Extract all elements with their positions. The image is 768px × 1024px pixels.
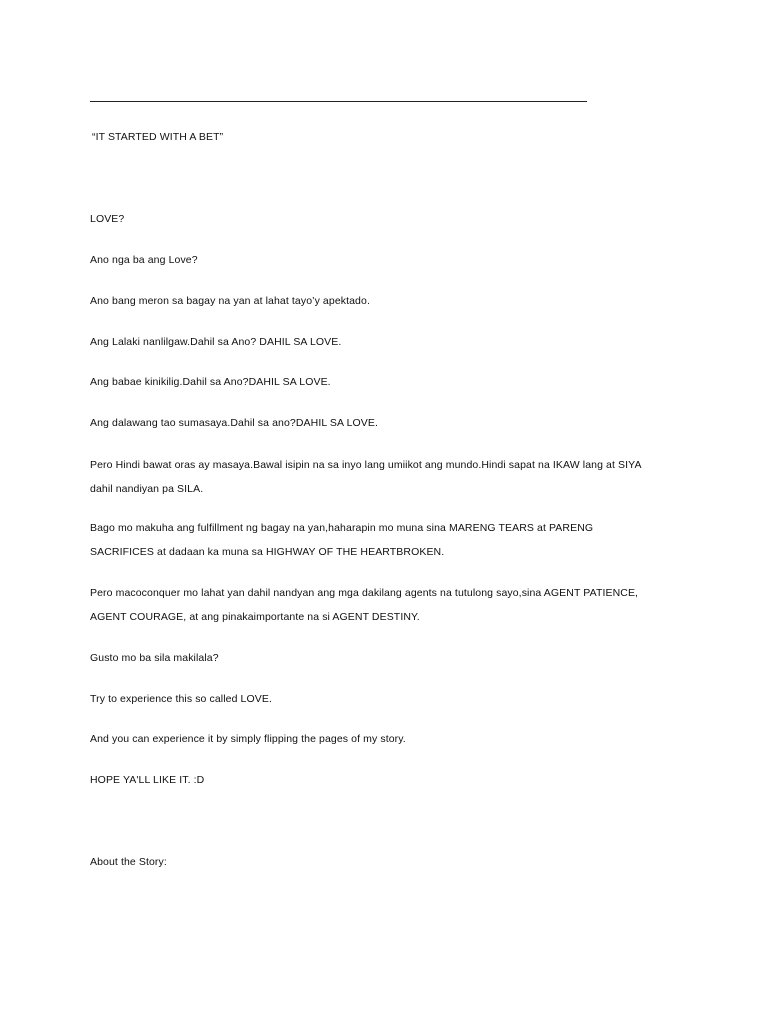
horizontal-rule (90, 101, 587, 102)
text-line-4: Ang Lalaki nanlilgaw.Dahil sa Ano? DAHIL SA LOVE. (90, 336, 342, 348)
text-line-12: AGENT COURAGE, at ang pinakaimportante na si AGENT DESTINY. (90, 611, 420, 623)
text-line-5: Ang babae kinikilig.Dahil sa Ano?DAHIL SA LOVE. (90, 376, 331, 388)
text-line-8: dahil nandiyan pa SILA. (90, 483, 204, 495)
text-line-17: About the Story: (90, 856, 167, 868)
text-line-3: Ano bang meron sa bagay na yan at lahat tayo’y apektado. (90, 295, 370, 307)
text-line-1: LOVE? (90, 213, 125, 225)
text-line-10: SACRIFICES at dadaan ka muna sa HIGHWAY OF THE HEARTBROKEN. (90, 546, 445, 558)
text-line-2: Ano nga ba ang Love? (90, 254, 198, 266)
text-line-9: Bago mo makuha ang fulfillment ng bagay na yan,haharapin mo muna sina MARENG TEARS at PARENG (90, 522, 594, 534)
text-line-6: Ang dalawang tao sumasaya.Dahil sa ano?DAHIL SA LOVE. (90, 417, 378, 429)
text-line-13: Gusto mo ba sila makilala? (90, 652, 219, 664)
story-title: “IT STARTED WITH A BET” (92, 131, 224, 143)
text-line-14: Try to experience this so called LOVE. (90, 693, 272, 705)
text-line-7: Pero Hindi bawat oras ay masaya.Bawal isipin na sa inyo lang umiikot ang mundo.Hindi sapat na IKAW lang at SIYA (90, 459, 642, 471)
text-line-16: HOPE YA'LL LIKE IT. :D (90, 774, 205, 786)
text-line-15: And you can experience it by simply flipping the pages of my story. (90, 733, 406, 745)
text-line-11: Pero macoconquer mo lahat yan dahil nandyan ang mga dakilang agents na tutulong sayo,sina AGENT PATIENCE, (90, 587, 639, 599)
